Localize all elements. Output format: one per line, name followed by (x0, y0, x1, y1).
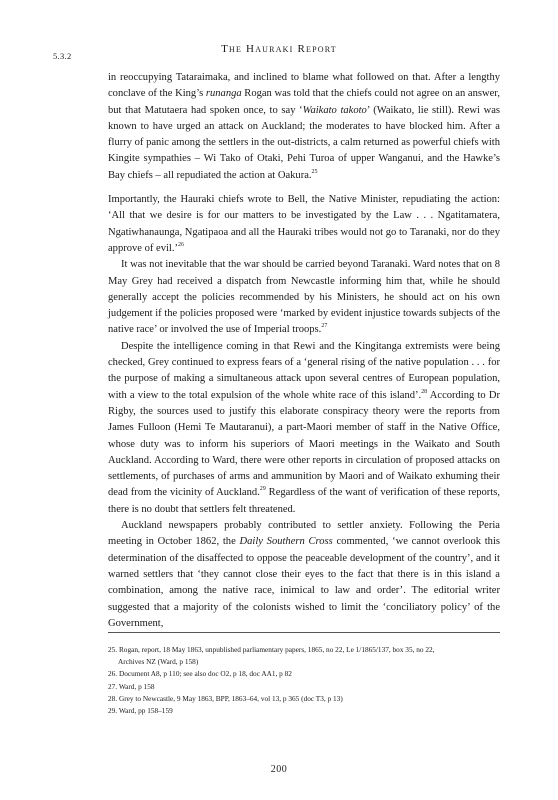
paragraph-1 (108, 70, 500, 184)
footnote-25: 25. Rogan, report, 18 May 1863, unpublished parliamentary papers, 1865, no 22, Le 1/1865/137, box 35, no 22, (108, 645, 435, 654)
text-run: in reoccupying Tataraimaka, and inclined to blame what followed on that. After a lengthy conclave of the King’s (108, 72, 500, 100)
text-run: ’ (Waikato, lie still). Rewi was known to have urged an attack on Auckland; the moderates to have blocked him. After a flurry of panic among the settlers in the out-districts, a calm returned as powerful chiefs with Kingite sympathies – Wi Tako of Otaki, Pehi Turoa of upper Wanganui, and the Hawke’s Bay chiefs – all repudiated the action at Oakura. (108, 104, 500, 181)
footnote-27: 27. Ward, p 158 (108, 681, 155, 691)
italic-term: Waikato takoto (302, 104, 367, 116)
footnote-ref: 26 (178, 241, 184, 248)
footnote-ref: 25 (311, 168, 318, 175)
text-run: According to Dr Rigby, the sources used to justify this elaborate conspiracy theory were the reports from James Fulloon (Hemi Te Mautaranui), a part-Maori member of staff in the Native Office, whose duty was to inform his superiors of Maori meetings in the Waikato and South Auckland. According to Ward, there were other reports in circulation of proposed attacks on settlements, of purchases of arms and ammunition by Maori and of Waikato exhuming their dead from the vicinity of Auckland. (108, 389, 500, 499)
footnote-ref: 27 (321, 323, 328, 330)
running-head: The Hauraki Report (221, 43, 337, 55)
page-number: 200 (270, 764, 288, 775)
paragraph-5 (108, 518, 500, 632)
footnote-26: 26. Document A8, p 110; see also doc O2, p 18, doc AA1, p 82 (108, 669, 292, 679)
footnote-28: 28. Grey to Newcastle, 9 May 1863, BPP, 1863–64, vol 13, p 365 (doc T3, p 13) (108, 693, 343, 703)
body-text (108, 70, 500, 632)
italic-term: Daily Southern Cross (239, 536, 333, 548)
text-run: Rogan was told that the chiefs could not agree on an answer, but that Matutaera had spoken once, to say ‘ (108, 88, 500, 116)
footnote-29: 29. Ward, pp 158–159 (108, 706, 173, 716)
footnote-25-cont: Archives NZ (Ward, p 158) (118, 657, 199, 667)
footnote-rule (108, 632, 500, 633)
text-run: Auckland newspapers probably contributed to settler anxiety. Following the Peria meeting in October 1862, the (108, 520, 500, 548)
text-run: Despite the intelligence coming in that Rewi and the Kingitanga extremists were being checked, Grey continued to express fears of a ‘general rising of the native population . . . for the purpose of making a simultaneous attack upon several centres of European population, with a view to the total expulsion of the whole white race of this island’. (108, 340, 500, 401)
footnotes (108, 645, 500, 718)
paragraph-3 (108, 257, 500, 338)
section-number: 5.3.2 (53, 51, 72, 61)
footnote-ref: 29 (259, 486, 266, 493)
text-run: Regardless of the want of verification of these reports, there is no doubt that settlers felt threatened. (108, 487, 500, 515)
paragraph-4 (108, 339, 500, 518)
paragraph-2 (108, 192, 500, 257)
footnote-ref: 28 (421, 388, 428, 395)
italic-term: runanga (205, 88, 242, 100)
text-run: commented, ‘we cannot overlook this determination of the disaffected to oppose the peaceable development of the country’, and it warned settlers that ‘they cannot close their eyes to the fact that there is in this island a combination, among the native race, inimical to law and order’. The editorial writer suggested that a majority of the colonists wished to limit the ‘conciliatory policy’ of the Government, (108, 536, 500, 629)
text-run: Importantly, the Hauraki chiefs wrote to Bell, the Native Minister, repudiating the action: ‘All that we desire is for our matters to be investigated by the Law . . . Ngatitamatera, Ngatiwhanaunga, Ngatipaoa and all the Hauraki tribes would not go to Taranaki, nor do they approve of evil.’ (108, 194, 500, 254)
text-run: It was not inevitable that the war should be carried beyond Taranaki. Ward notes that on 8 May Grey had received a dispatch from Newcastle informing him that, while he should generally accept the policies recommended by his Ministers, he should act on his own judgement if the policies proposed were ‘marked by evident injustice towards subjects of the native race’ or involved the use of Imperial troops. (108, 259, 500, 336)
